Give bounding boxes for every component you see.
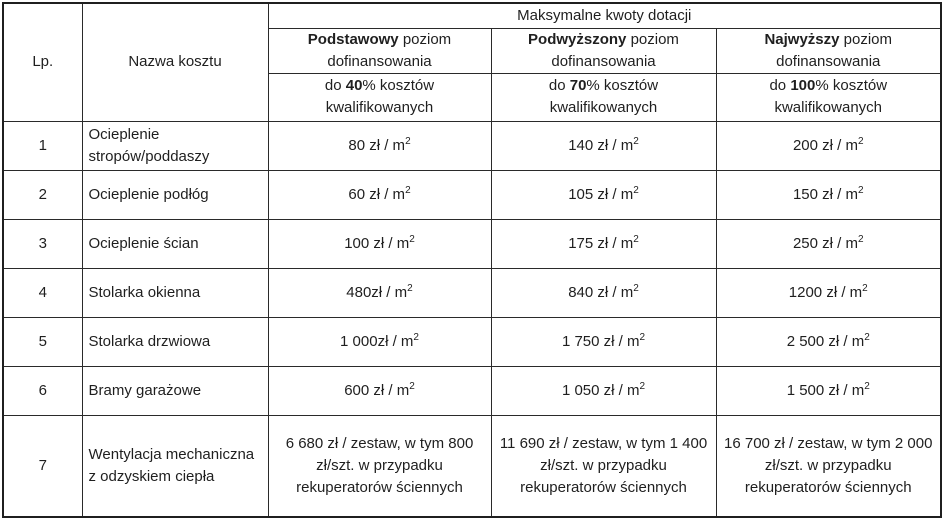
header-pct-basic — [268, 73, 491, 121]
pct-line2: kwalifikowanych — [549, 99, 658, 116]
value-cell-basic: 600 zł / $m^2$ — [268, 366, 491, 415]
value-cell-increased: 1 050 zł / $m^2$ — [491, 366, 716, 415]
header-level-highest — [716, 28, 941, 73]
cost-name-cell: Wentylacja mechaniczna z odzyskiem ciepła — [82, 415, 268, 517]
level-name-line2: dofinansowania — [776, 52, 881, 70]
pct-prefix: do — [548, 77, 570, 94]
header-cell-cost-name: Nazwa kosztu — [82, 3, 268, 121]
level-name-rest: poziom — [839, 30, 893, 48]
cost-name-cell: Bramy garażowe — [82, 366, 268, 415]
value-cell-highest: 250 zł / $m^2$ — [716, 219, 941, 268]
pct-value: 70 — [569, 77, 587, 94]
header-pct-increased — [491, 73, 716, 121]
pct-rest: % kosztów — [586, 77, 659, 94]
header-cell-lp: Lp. — [3, 3, 82, 121]
pct-prefix: do — [769, 77, 791, 94]
value-cell-basic: 6 680 zł / zestaw, w tym 800 zł/szt. w przypadku rekuperatorów ściennych — [268, 415, 491, 517]
value-cell-increased: 175 zł / $m^2$ — [491, 219, 716, 268]
value-cell-basic: 100 zł / $m^2$ — [268, 219, 491, 268]
value-cell-basic: 1 000zł / $m^2$ — [268, 317, 491, 366]
table-row — [3, 121, 941, 170]
table-row — [3, 317, 941, 366]
value-cell-increased: 105 zł / $m^2$ — [491, 170, 716, 219]
grants-table — [2, 2, 942, 518]
row-number-cell: 7 — [3, 415, 82, 517]
pct-rest: % kosztów — [815, 77, 888, 94]
level-name-rest: poziom — [626, 30, 679, 48]
pct-line2: kwalifikowanych — [325, 99, 434, 116]
row-number-cell: 4 — [3, 268, 82, 317]
pct-prefix: do — [324, 77, 346, 94]
table-row — [3, 268, 941, 317]
header-group-title: Maksymalne kwoty dotacji — [268, 3, 941, 28]
value-cell-basic: 480zł / $m^2$ — [268, 268, 491, 317]
cost-name-cell: Stolarka drzwiowa — [82, 317, 268, 366]
value-cell-highest: 2 500 zł / $m^2$ — [716, 317, 941, 366]
cost-name-cell: Ocieplenie podłóg — [82, 170, 268, 219]
value-cell-highest: 150 zł / $m^2$ — [716, 170, 941, 219]
cost-name-cell: Stolarka okienna — [82, 268, 268, 317]
pct-value: 100 — [790, 77, 816, 94]
row-number-cell: 3 — [3, 219, 82, 268]
level-name-bold: Podstawowy — [307, 30, 399, 48]
table-row — [3, 415, 941, 517]
header-level-increased — [491, 28, 716, 73]
header-pct-highest — [716, 73, 941, 121]
value-cell-increased: 1 750 zł / $m^2$ — [491, 317, 716, 366]
level-name-bold: Podwyższony — [528, 30, 627, 48]
level-name-bold: Najwyższy — [764, 30, 840, 48]
row-number-cell: 2 — [3, 170, 82, 219]
table-row — [3, 219, 941, 268]
level-name-rest: poziom — [398, 30, 452, 48]
value-cell-highest: 16 700 zł / zestaw, w tym 2 000 zł/szt. w przypadku rekuperatorów ściennych — [716, 415, 941, 517]
pct-rest: % kosztów — [362, 77, 435, 94]
table-row — [3, 170, 941, 219]
table-row — [3, 366, 941, 415]
cost-name-cell: Ocieplenie ścian — [82, 219, 268, 268]
level-name-line2: dofinansowania — [327, 52, 432, 70]
value-cell-increased: 140 zł / $m^2$ — [491, 121, 716, 170]
row-number-cell: 6 — [3, 366, 82, 415]
value-cell-highest: 1 500 zł / $m^2$ — [716, 366, 941, 415]
cost-name-cell: Ocieplenie stropów/poddaszy — [82, 121, 268, 170]
value-cell-basic: 60 zł / $m^2$ — [268, 170, 491, 219]
value-cell-highest: 1200 zł / $m^2$ — [716, 268, 941, 317]
header-level-basic — [268, 28, 491, 73]
pct-value: 40 — [345, 77, 363, 94]
level-name-line2: dofinansowania — [551, 52, 656, 70]
row-number-cell: 1 — [3, 121, 82, 170]
value-cell-increased: 11 690 zł / zestaw, w tym 1 400 zł/szt. w przypadku rekuperatorów ściennych — [491, 415, 716, 517]
pct-line2: kwalifikowanych — [774, 99, 883, 116]
row-number-cell: 5 — [3, 317, 82, 366]
value-cell-increased: 840 zł / $m^2$ — [491, 268, 716, 317]
value-cell-basic: 80 zł / $m^2$ — [268, 121, 491, 170]
value-cell-highest: 200 zł / $m^2$ — [716, 121, 941, 170]
